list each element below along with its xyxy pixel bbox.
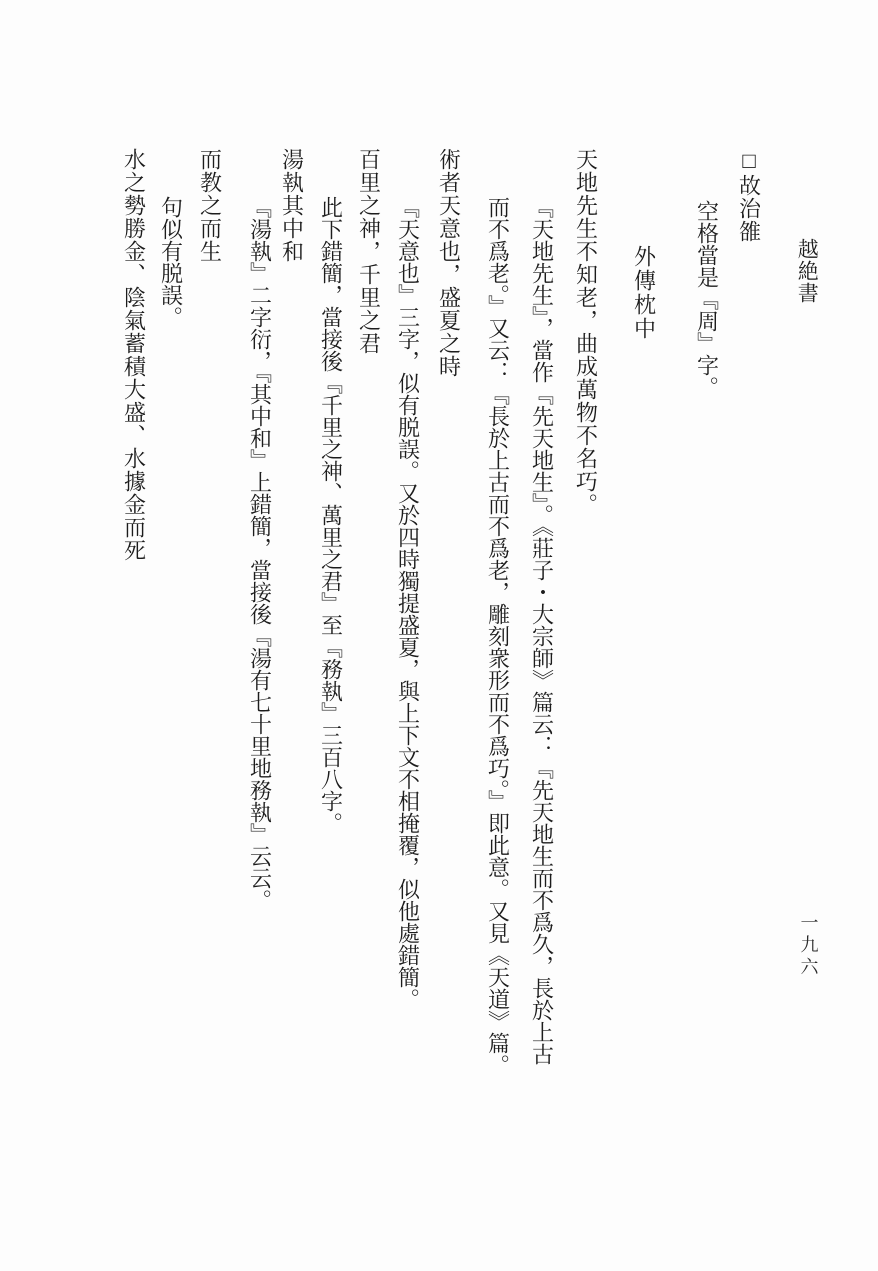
lemma-column: 湯執其中和 bbox=[279, 148, 305, 263]
annotation-column: 『天地先生』，當作『先天地生』。《莊子・大宗師》篇云：『先天地生而不爲久，長於上古 bbox=[529, 196, 555, 1065]
lemma-column: 天地先生不知老，曲成萬物不名巧。 bbox=[573, 148, 599, 516]
annotation-column: 句似有脱誤。 bbox=[158, 196, 184, 328]
lemma-column: 水之勢勝金、陰氣蓄積大盛、水據金而死 bbox=[121, 148, 147, 562]
annotation-column: 而不爲老。』又云：『長於上古而不爲老，雕刻衆形而不爲巧。』即此意。又見《天道》篇。 bbox=[485, 196, 511, 1076]
annotation-column: 『湯執』二字衍，『其中和』上錯簡，當接後『湯有七十里地務執』云云。 bbox=[247, 196, 273, 911]
annotation-column: 空格當是『周』字。 bbox=[694, 200, 720, 398]
lemma-column: 百里之神，千里之君 bbox=[356, 148, 382, 355]
annotation-column: 此下錯簡，當接後『千里之神、萬里之君』至『務執』三百八字。 bbox=[318, 196, 344, 834]
lemma-column: 術者天意也，盛夏之時 bbox=[436, 148, 462, 378]
page-number: 一九六 bbox=[798, 913, 819, 979]
book-title: 越絶書 bbox=[795, 238, 820, 304]
lemma-column: 而教之而生 bbox=[197, 148, 223, 263]
chapter-heading: 外傳枕中 bbox=[631, 245, 657, 341]
annotation-column: 『天意也』三字，似有脱誤。又於四時獨提盛夏，與上下文不相掩覆，似他處錯簡。 bbox=[395, 196, 421, 1010]
lemma-column: □故治雒 bbox=[736, 148, 762, 243]
